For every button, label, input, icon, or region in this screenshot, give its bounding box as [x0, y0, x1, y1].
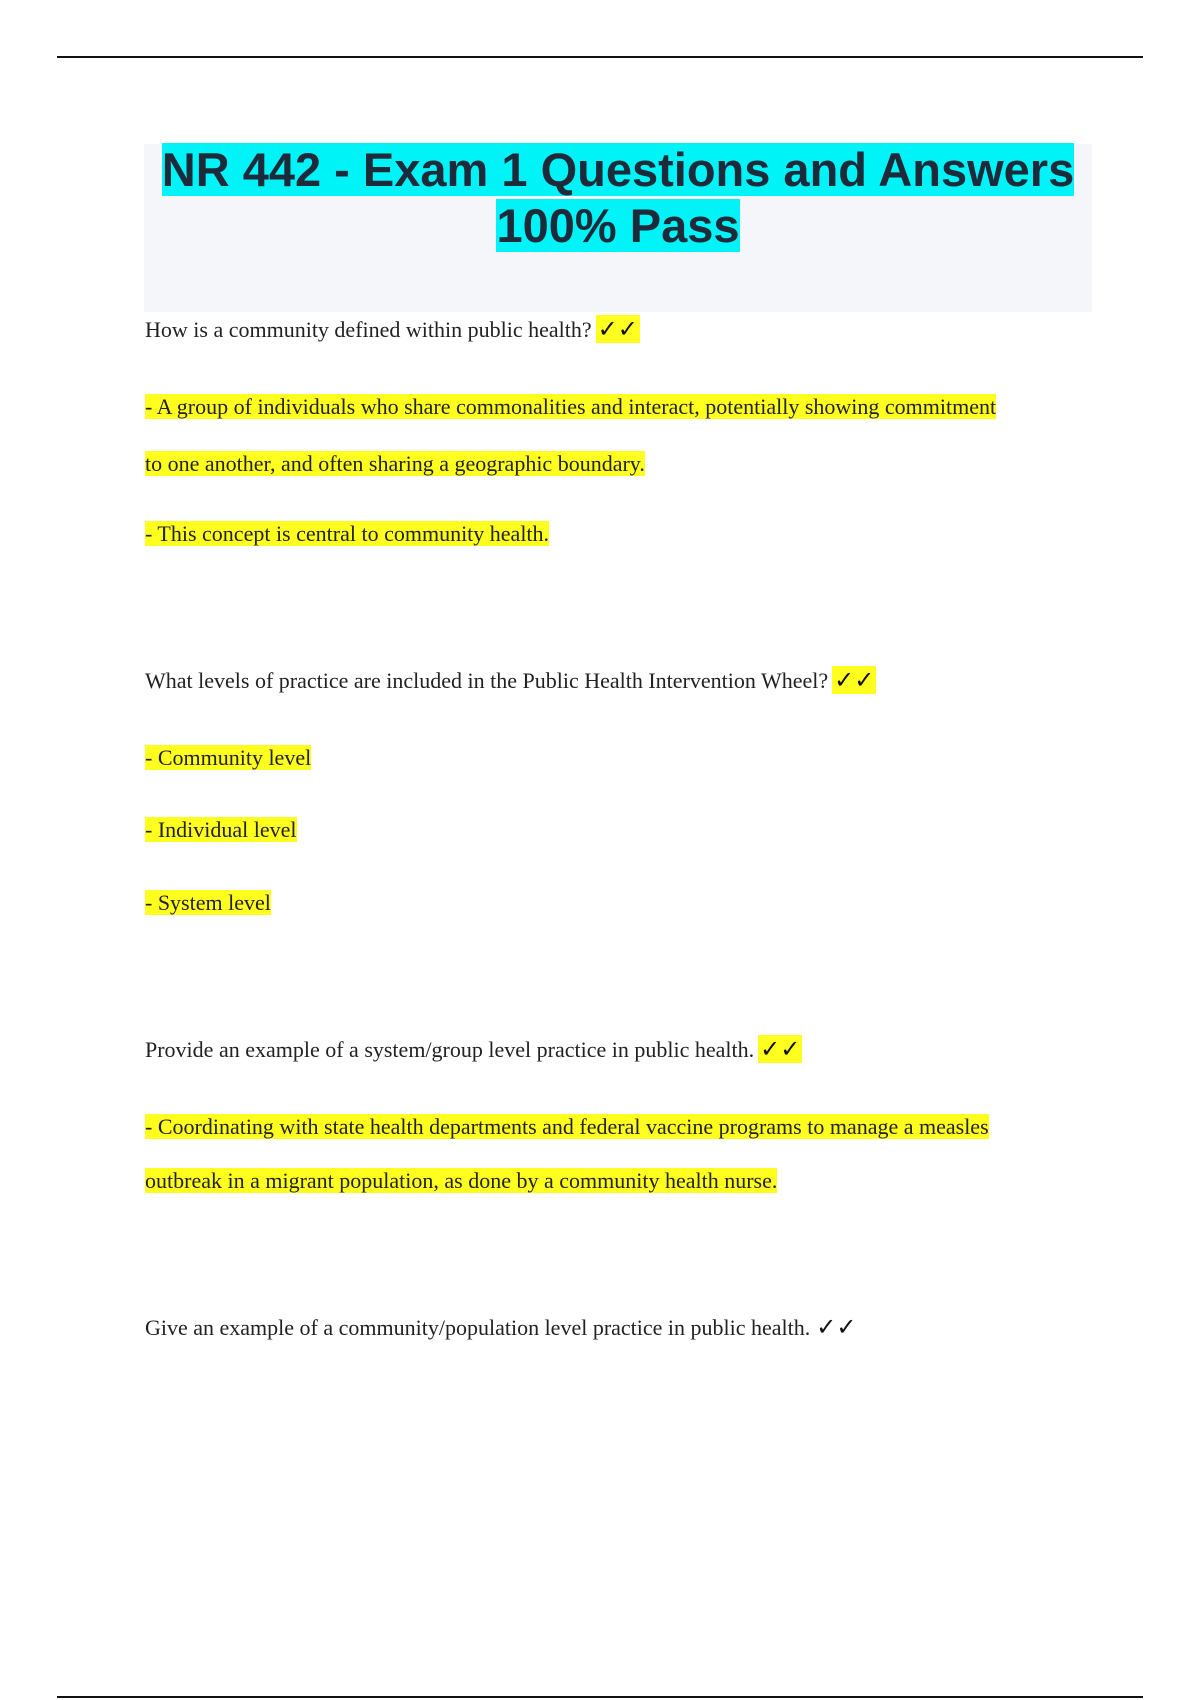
answer-1-line-1	[145, 392, 996, 422]
question-4-text: Give an example of a community/population level practice in public health.	[145, 1315, 811, 1340]
question-2	[145, 666, 876, 696]
answer-2-text-3: - System level	[145, 890, 271, 915]
answer-2-line-1	[145, 743, 311, 773]
document-title	[144, 142, 1092, 254]
question-1-text: How is a community defined within public health?	[145, 317, 592, 342]
answer-2-line-2	[145, 815, 297, 845]
answer-1-text-3: - This concept is central to community health.	[145, 521, 550, 546]
question-4	[145, 1313, 859, 1343]
question-1	[145, 315, 640, 345]
answer-2-text-1: - Community level	[145, 745, 312, 770]
answer-3-text-2: outbreak in a migrant population, as done by a community health nurse.	[145, 1168, 778, 1193]
double-check-icon: ✓✓	[760, 1035, 801, 1063]
double-check-icon: ✓✓	[597, 315, 638, 343]
double-check-icon: ✓✓	[816, 1313, 857, 1341]
answer-3-text-1: - Coordinating with state health departments and federal vaccine programs to manage a measles	[145, 1114, 989, 1139]
question-3	[145, 1035, 802, 1065]
answer-1-line-3	[145, 519, 549, 549]
answer-1-line-2	[145, 449, 645, 479]
top-rule	[57, 56, 1143, 58]
answer-3-line-2	[145, 1166, 777, 1196]
double-check-icon: ✓✓	[834, 666, 875, 694]
question-3-text: Provide an example of a system/group level practice in public health.	[145, 1037, 755, 1062]
answer-1-text-1: - A group of individuals who share commonalities and interact, potentially showing commitment	[145, 394, 997, 419]
answer-2-line-3	[145, 888, 271, 918]
question-2-text: What levels of practice are included in the Public Health Intervention Wheel?	[145, 668, 829, 693]
answer-2-text-2: - Individual level	[145, 817, 297, 842]
answer-1-text-2: to one another, and often sharing a geographic boundary.	[145, 451, 645, 476]
title-text: NR 442 - Exam 1 Questions and Answers 100% Pass	[161, 143, 1075, 252]
answer-3-line-1	[145, 1112, 989, 1142]
bottom-rule	[57, 1696, 1143, 1698]
